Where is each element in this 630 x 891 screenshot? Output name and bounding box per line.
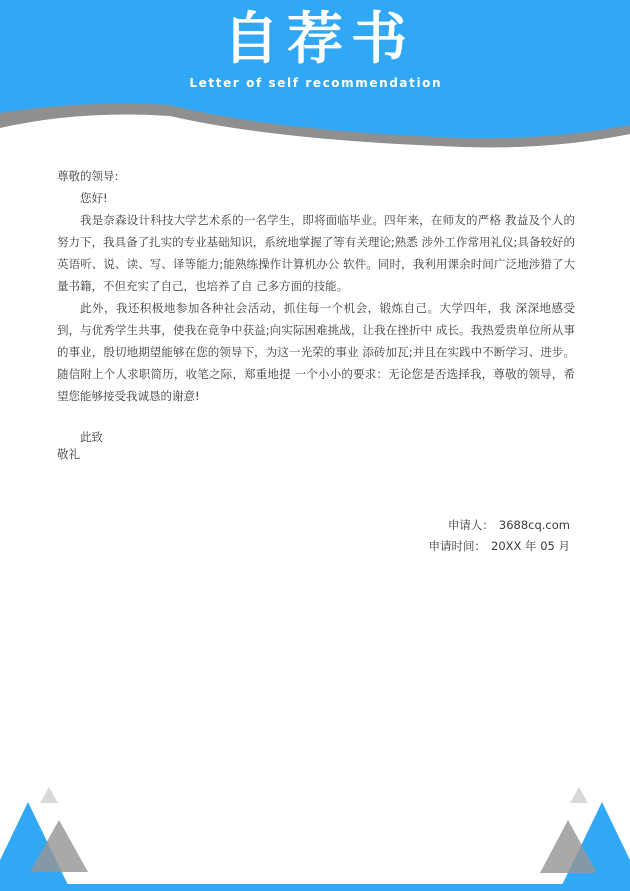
letter-body [57, 165, 575, 463]
applicant-label: 申请人： [447, 518, 494, 532]
date-value: 20XX 年 05 月 [491, 539, 570, 553]
date-label: 申请时间： [428, 539, 486, 553]
closing-regards: 敬礼 [57, 447, 80, 461]
letter-salutation: 尊敬的领导: [57, 169, 119, 183]
page-subtitle: Letter of self recommendation [189, 76, 443, 90]
page-title: 自荐书 [223, 7, 415, 72]
letter-greeting: 您好! [80, 191, 108, 205]
applicant-line [429, 515, 571, 536]
letter-closing [57, 429, 575, 463]
footer-blue-bar [0, 884, 630, 891]
closing-salute: 此致 [80, 430, 103, 444]
letter-paragraph: 我是奈森设计科技大学艺术系的一名学生，即将面临毕业。四年来，在师友的严格 教益及个人的努力下，我具备了扎实的专业基础知识，系统地掌握了等有关理论;熟悉 涉外工作常用礼仪;具备较好的英语听、说、读、写、译等能力;能熟练操作计算机办公 软件。同时，我利用课余时间广泛地涉猎了大量书籍，不但充实了自己，也培养了自 己多方面的技能。 [57, 213, 575, 293]
date-line [429, 536, 571, 557]
letter-paragraph: 此外，我还积极地参加各种社会活动，抓住每一个机会，锻炼自己。大学四年，我 深深地感受到，与优秀学生共事，使我在竞争中获益;向实际困难挑战，让我在挫折中 成长。我热爱贵单位所从事的事业，殷切地期望能够在您的领导下，为这一光荣的事业 添砖加瓦;并且在实践中不断学习、进步。随信附上个人求职简历，收笔之际，郑重地提 一个小小的要求：无论您是否选择我，尊敬的领导，希望您能够接受我诚恳的谢意! [57, 301, 575, 403]
signature-block [429, 515, 571, 557]
right-small-gray-triangle [570, 787, 588, 803]
applicant-value: 3688cq.com [498, 518, 570, 532]
left-small-gray-triangle [40, 787, 58, 803]
footer-mountains-graphic [0, 770, 630, 891]
